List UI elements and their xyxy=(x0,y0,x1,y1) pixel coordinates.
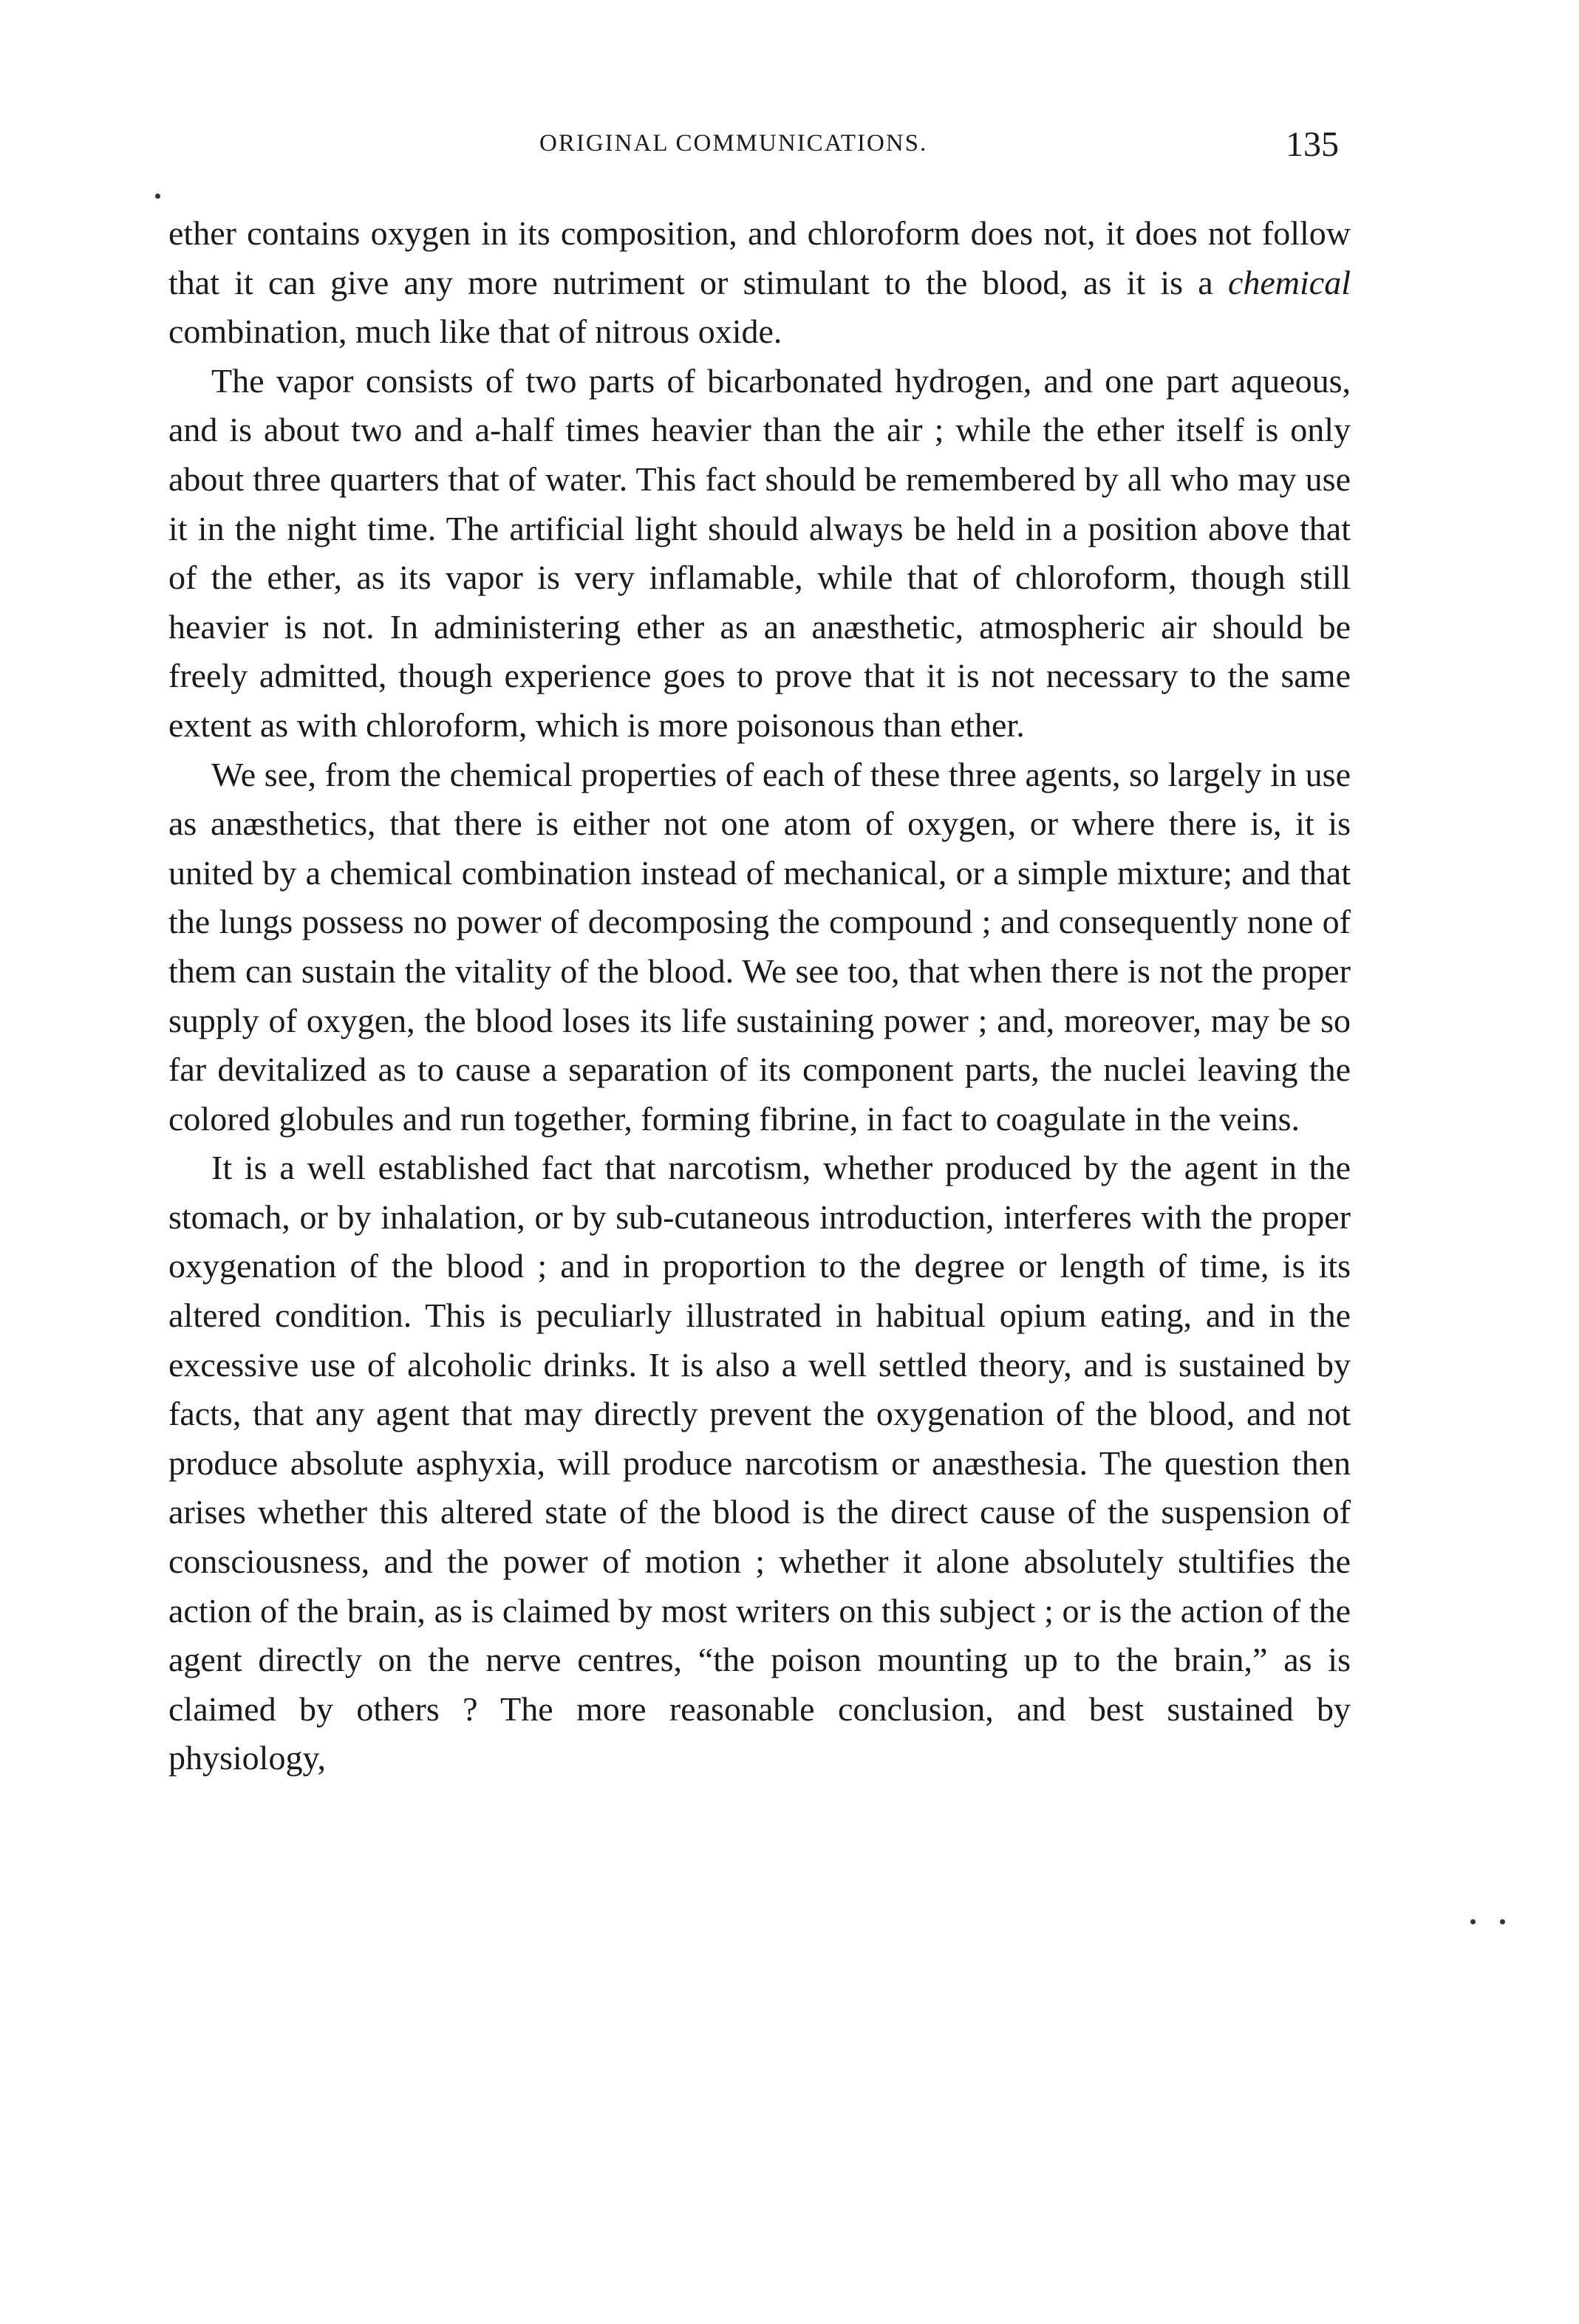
body-text xyxy=(168,209,1351,1783)
scan-speck xyxy=(1470,1919,1476,1924)
running-head xyxy=(170,124,1352,168)
paragraph-1-emphasis: chemical xyxy=(1227,263,1351,301)
scan-speck xyxy=(1500,1919,1505,1924)
page-number: 135 xyxy=(1286,125,1339,164)
paragraph-1-text-before: ether contains oxygen in its composition, and chloroform does not, it does not follow that it can give any more nutriment or stimulant to the blood, as it is a xyxy=(168,214,1351,301)
paragraph-2: The vapor consists of two parts of bicarbonated hydrogen, and one part aqueous, and is about two and a-half times heavier than the air ; while the ether itself is only about three quarters that of water. This fact should be remembered by all who may use it in the night time. The artificial light should always be held in a position above that of the ether, as its vapor is very inflamable, while that of chloroform, though still heavier is not. In administering ether as an anæsthetic, atmospheric air should be freely admitted, though experience goes to prove that it is not necessary to the same extent as with chloroform, which is more poisonous than ether. xyxy=(168,361,1351,744)
scan-speck xyxy=(155,194,160,199)
running-title: ORIGINAL COMMUNICATIONS. xyxy=(539,130,928,157)
paragraph-3: We see, from the chemical properties of each of these three agents, so largely in use as anæsthetics, that there is either not one atom of oxygen, or where there is, it is united by a chemical combination instead of mechanical, or a simple mixture; and that the lungs possess no power of decomposing the compound ; and consequently none of them can sustain the vitality of the blood. We see too, that when there is not the proper supply of oxygen, the blood loses its life sustaining power ; and, moreover, may be so far devitalized as to cause a separation of its component parts, the nuclei leaving the colored globules and run together, forming fibrine, in fact to coagulate in the veins. xyxy=(168,755,1351,1138)
paragraph-1-text-after: combination, much like that of nitrous oxide. xyxy=(168,312,782,351)
paragraph-1 xyxy=(168,209,1351,357)
paragraph-4: It is a well established fact that narcotism, whether produced by the agent in the stomach, or by inhalation, or by sub-cutaneous introduction, interferes with the proper oxygenation of the blood ; and in proportion to the degree or length of time, is its altered condition. This is peculiarly illustrated in habitual opium eating, and in the excessive use of alcoholic drinks. It is also a well settled theory, and is sustained by facts, that any agent that may directly prevent the oxygenation of the blood, and not produce absolute asphyxia, will produce narcotism or anæsthesia. The question then arises whether this altered state of the blood is the direct cause of the suspension of consciousness, and the power of motion ; whether it alone absolutely stultifies the action of the brain, as is claimed by most writers on this subject ; or is the action of the agent directly on the nerve centres, “the poison mounting up to the brain,” as is claimed by others ? The more reasonable conclusion, and best sustained by physiology, xyxy=(168,1149,1351,1777)
